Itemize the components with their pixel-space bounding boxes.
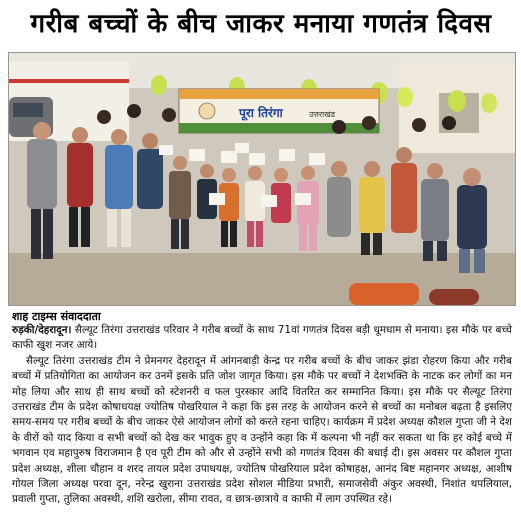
byline: शाह टाइम्स संवाददाता xyxy=(12,310,101,323)
lead-paragraph xyxy=(12,323,512,354)
banner-subtitle: उत्तराखंड xyxy=(309,110,336,119)
news-photo xyxy=(8,52,516,306)
dateline: रुड़की/देहरादून। xyxy=(12,324,72,336)
banner xyxy=(179,89,379,133)
headline: गरीब बच्चों के बीच जाकर मनाया गणतंत्र दिवस xyxy=(30,9,492,39)
article-body xyxy=(12,323,512,508)
body-paragraph: सैल्यूट तिरंगा उत्तराखंड टीम ने प्रेमनगर देहरादून में आंगनबाड़ी केन्द्र पर गरीब बच्चों के बीच जाकर झंडा रोहरण किया और गरीब बच्चों में प्रतियोगिता का आयोजन कर उनमें इसके प्रति जोश जागृत किया। इस मौके पर बच्चों ने देशभक्ति के नाटक कर लोगों का मन मोह लिया और साथ ही साथ बच्चों को स्टेशनरी व फल पुरस्कार आदि वितरित कर सम्मानित किया। इस मौके पर सैल्यूट तिरंगा उत्तराखंड टीम के प्रदेश कोषाधयक्ष ज्योतिष पोखरियाल ने कहा कि इस तरह के आयोजन करने से बच्चों का मनोबल बढ़ता है इसलिए समय-समय पर गरीब बच्चों के बीच जाकर ऐसे आयोजन लोगों को करते रहना चाहिए। कार्यक्रम में प्रदेश अध्यक्ष कौशल गुप्ता जी ने देश के वीरों को याद किया व सभी बच्चों को देख कर भावुक हुए व उन्होंने कहा कि में कल्पना भी नहीं कर सकता था कि हर कोई बच्चे में भगवान एव महापुरुष विराजमान है एव पूरी टीम को और से उन्होंने सभी को गणतंत्र दिवस की बधाई दी। इस अवसर पर कौशल गुप्ता प्रदेश अध्यक्ष, शीला चौहान व शरद तायल प्रदेश उपाधयक्ष, ज्योतिष पोखरियाल प्रदेश कोषाहक्ष, आनंद बिष्ट महानगर अध्यक्ष, आशीष गोयल जिला अध्यक्ष परवा दून, नरेन्द्र खुराना उत्तराखंड प्रदेश सोशल मीडिया प्रभारी, समाजसेवी अंकुर अवस्थी, निशांत थपलियाल, प्रवाली गुप्ता, तुलिका अवस्थी, शशि खरोला, सीमा रावत, व छात्र-छात्राये व काफी में लाग उपस्थित रहे। xyxy=(12,354,512,506)
banner-title: पूरा तिरंगा xyxy=(239,106,283,120)
lead-text: सैल्यूट तिरंगा उत्तराखंड परिवार ने गरीब बच्चों के साथ 71वां गणतंत्र दिवस बड़ी धूमधाम से मनाया। इस मौके पर बच्चे काफी खुश नजर आये। xyxy=(12,324,512,352)
